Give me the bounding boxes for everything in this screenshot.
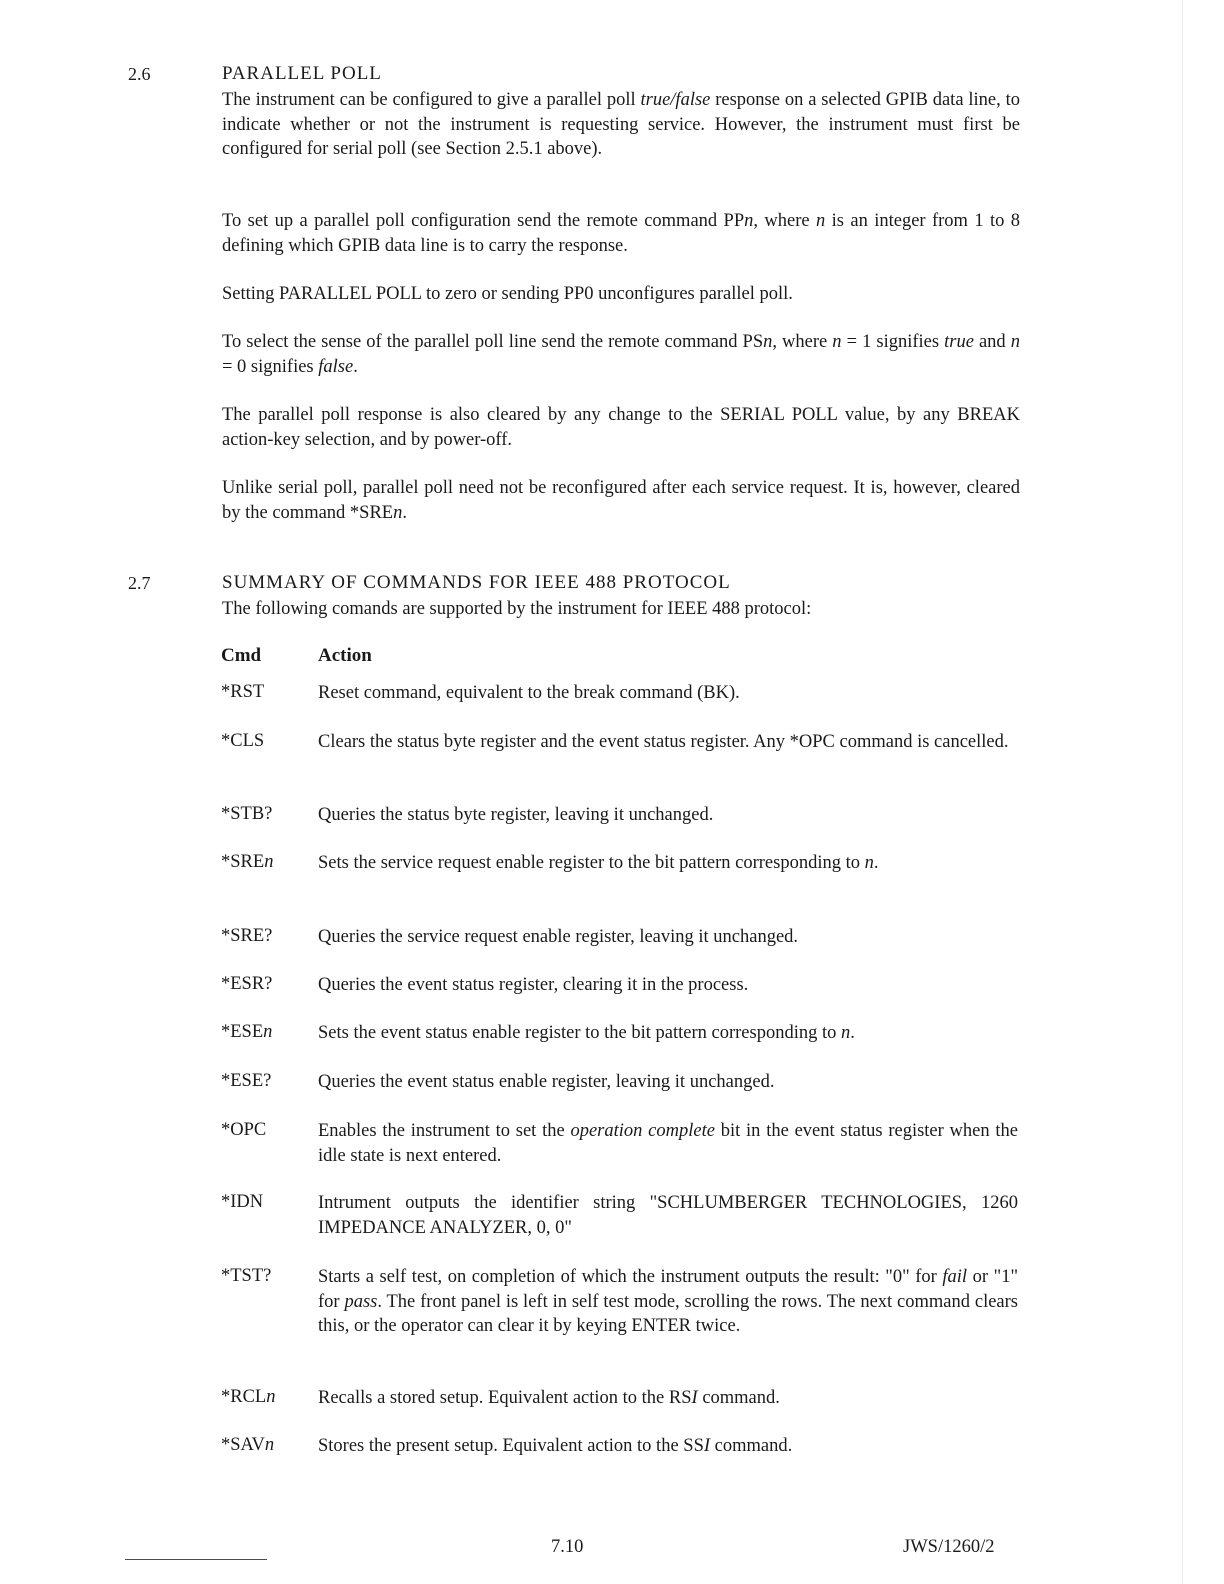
command-name: *SAVn [221, 1435, 275, 1455]
command-name: *IDN [221, 1192, 264, 1212]
command-name: *ESR? [221, 974, 273, 994]
command-name: *SREn [221, 852, 274, 872]
command-action: Recalls a stored setup. Equivalent action to the RSI command. [318, 1388, 780, 1408]
command-action: Queries the service request enable register, leaving it unchanged. [318, 927, 799, 947]
italic-text: n [263, 1022, 273, 1042]
command-action: Clears the status byte register and the event status register. Any *OPC command is cancelled. [318, 732, 1009, 752]
section-number: 2.6 [128, 64, 151, 84]
italic-text: n [744, 211, 754, 231]
paragraph: To select the sense of the parallel poll line send the remote command PSn, where n = 1 signifies true and n = 0 signifies false. [222, 332, 1020, 377]
command-action: Queries the status byte register, leaving it unchanged. [318, 805, 714, 825]
command-action: Enables the instrument to set the operation complete bit in the event status register when the idle state is next entered. [318, 1121, 1019, 1166]
footer-rule [125, 1559, 267, 1560]
italic-text: operation complete [570, 1121, 715, 1141]
italic-text: n [1010, 332, 1020, 352]
italic-text: I [703, 1436, 711, 1456]
paragraph: Setting PARALLEL POLL to zero or sending PP0 unconfigures parallel poll. [222, 284, 793, 304]
paragraph: The instrument can be configured to give a parallel poll true/false response on a selected GPIB data line, to indicate whether or not the instrument is requesting service. However, the instrument must first be configured for serial poll (see Section 2.5.1 above). [222, 90, 1021, 159]
italic-text: n [393, 502, 403, 523]
table-header-action: Action [318, 645, 372, 666]
command-action: Starts a self test, on completion of which the instrument outputs the result: "0" for fail or "1" for pass. The front panel is left in self test mode, scrolling the rows. The next command clears this, or the operator can clear it by keying ENTER twice. [318, 1267, 1019, 1336]
italic-text: n [763, 332, 773, 352]
command-action: Reset command, equivalent to the break command (BK). [318, 683, 740, 703]
italic-text: n [864, 853, 874, 873]
section-title: SUMMARY OF COMMANDS FOR IEEE 488 PROTOCOL [222, 572, 731, 593]
italic-text: false [318, 356, 354, 377]
section-number: 2.7 [128, 573, 151, 593]
paragraph: Unlike serial poll, parallel poll need not be reconfigured after each service request. It is, however, cleared by the command *SREn. [222, 478, 1020, 523]
command-action: Queries the event status enable register, leaving it unchanged. [318, 1072, 775, 1092]
section-intro: The following comands are supported by the instrument for IEEE 488 protocol: [222, 599, 812, 619]
italic-text: n [264, 852, 274, 872]
italic-text: n [832, 332, 842, 352]
command-action: Intrument outputs the identifier string "SCHLUMBERGER TECHNOLOGIES, 1260 IMPEDANCE ANALYZER, 0, 0" [318, 1193, 1018, 1238]
command-action: Stores the present setup. Equivalent action to the SSI command. [318, 1436, 793, 1456]
command-name: *SRE? [221, 926, 273, 946]
italic-text: n [264, 1435, 275, 1455]
document-code: JWS/1260/2 [903, 1537, 995, 1557]
command-action: Queries the event status register, clearing it in the process. [318, 975, 749, 995]
page-number: 7.10 [551, 1537, 584, 1557]
command-name: *RCLn [221, 1387, 276, 1407]
italic-text: fail [942, 1267, 968, 1287]
italic-text: pass [344, 1291, 378, 1312]
italic-text: n [841, 1023, 851, 1043]
command-action: Sets the service request enable register to the bit pattern corresponding to n. [318, 853, 879, 873]
command-name: *ESE? [221, 1071, 272, 1091]
italic-text: n [816, 211, 826, 231]
command-name: *TST? [221, 1266, 272, 1286]
italic-text: true [944, 332, 974, 352]
table-header-cmd: Cmd [221, 645, 262, 666]
paragraph: To set up a parallel poll configuration send the remote command PPn, where n is an integer from 1 to 8 defining which GPIB data line is to carry the response. [222, 211, 1020, 256]
paragraph: The parallel poll response is also cleared by any change to the SERIAL POLL value, by any BREAK action-key selection, and by power-off. [222, 405, 1020, 450]
italic-text: I [691, 1388, 698, 1408]
command-name: *STB? [221, 804, 273, 824]
italic-text: true/false [640, 90, 711, 110]
command-name: *CLS [221, 731, 265, 751]
section-title: PARALLEL POLL [222, 63, 382, 84]
italic-text: n [266, 1387, 276, 1407]
page-edge-shadow [1182, 0, 1183, 1584]
command-name: *ESEn [221, 1022, 273, 1042]
command-name: *OPC [221, 1120, 267, 1140]
command-name: *RST [221, 682, 265, 702]
command-action: Sets the event status enable register to the bit pattern corresponding to n. [318, 1023, 855, 1043]
